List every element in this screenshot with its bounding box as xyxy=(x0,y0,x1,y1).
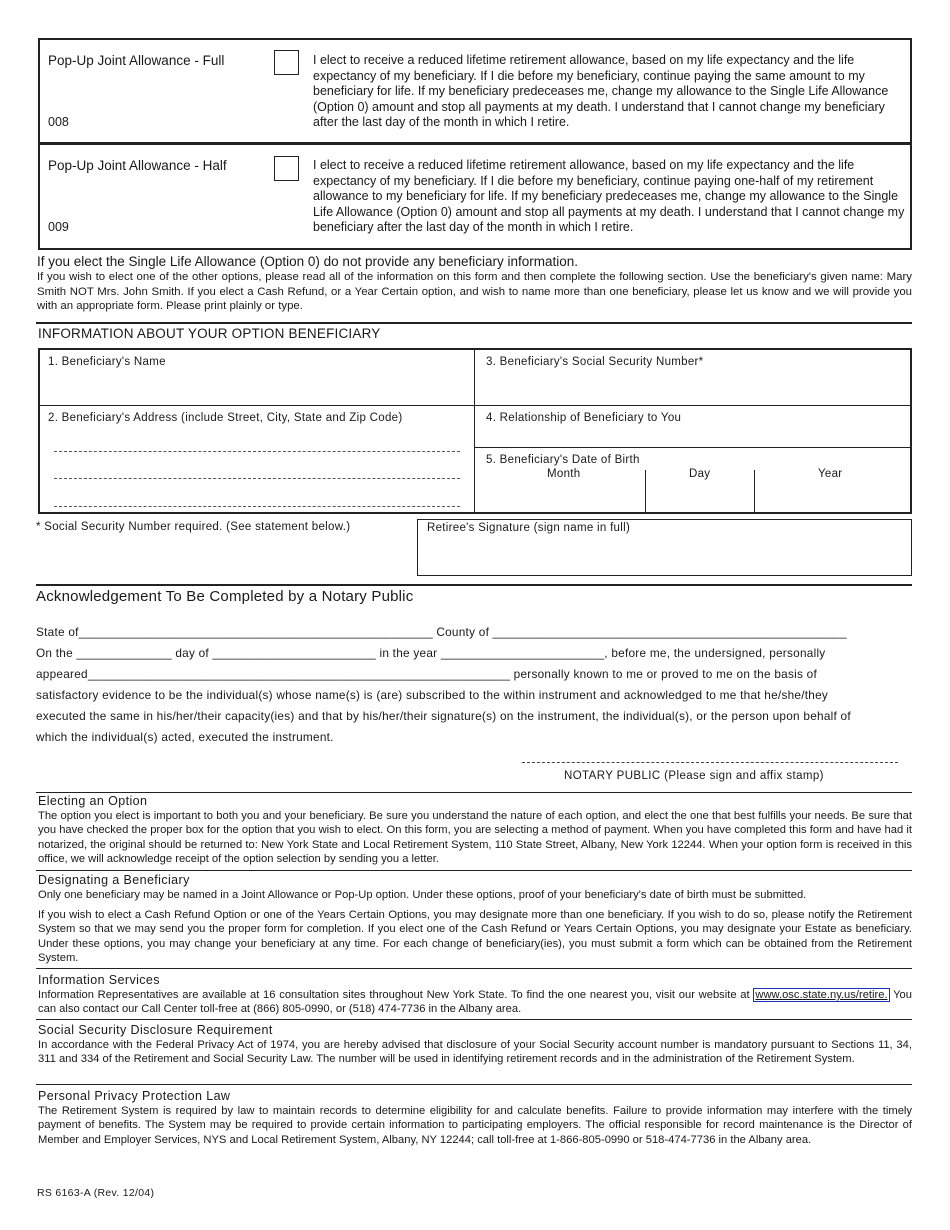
divider xyxy=(36,870,912,871)
beneficiary-section-title: INFORMATION ABOUT YOUR OPTION BENEFICIARY xyxy=(38,326,381,341)
info-services-title: Information Services xyxy=(38,973,160,987)
designating-body-1: Only one beneficiary may be named in a Joint Allowance or Pop-Up option. Under these options, proof of your beneficiary's date of birth must be submitted. xyxy=(38,889,807,901)
option-008-checkbox[interactable] xyxy=(274,50,299,75)
relationship-label: 4. Relationship of Beneficiary to You xyxy=(486,412,682,424)
dob-label: 5. Beneficiary's Date of Birth xyxy=(486,454,640,466)
retiree-signature-box[interactable] xyxy=(417,519,912,576)
notary-signature-line[interactable] xyxy=(522,762,898,763)
dob-year-field[interactable] xyxy=(760,484,906,510)
notary-text-line: executed the same in his/her/their capacity(ies) and that by his/her/their signature(s) on the instrument, the individual(s), or the person upon behalf of xyxy=(36,709,851,723)
website-link[interactable]: www.osc.state.ny.us/retire. xyxy=(755,989,888,1001)
notary-text-line: satisfactory evidence to be the individual(s) whose name(s) is (are) subscribed to the within instrument and acknowledged to me that he/she/they xyxy=(36,688,829,702)
address-line-3[interactable] xyxy=(54,506,460,507)
electing-title: Electing an Option xyxy=(38,794,148,808)
notary-date-line[interactable]: On the ______________ day of ________________________ in the year ________________________, before me, the undersigned, personally xyxy=(36,646,826,660)
notary-appeared-line[interactable]: appeared______________________________________________________________ personally known to me or proved to me on the basis of xyxy=(36,667,817,681)
divider xyxy=(36,1019,912,1020)
address-line-2[interactable] xyxy=(54,478,460,479)
option-code: 008 xyxy=(48,115,69,129)
info-services-body xyxy=(38,988,912,1017)
designating-body-2: If you wish to elect a Cash Refund Option or one of the Years Certain Options, you may designate more than one beneficiary. If you wish to do so, please notify the Retirement System so that we may send you the proper form for completion. If you elect one of the Cash Refund or Years Certain Options, you may designate your Estate as beneficiary. Under these options, you may change your beneficiary at any time. For each change of beneficiary(ies), you must submit a form which can be obtained from the Retirement System. xyxy=(38,909,912,965)
dob-day-label: Day xyxy=(689,468,711,480)
dob-month-field[interactable] xyxy=(480,484,640,510)
beneficiary-name-field[interactable] xyxy=(44,372,470,402)
privacy-body: The Retirement System is required by law to maintain records to determine eligibility for and calculate benefits. Failure to provide information may interfere with the timely payment of benefits. The System may be required to provide certain information to participating employers. The official responsible for record maintenance is the Director of Member and Employer Services, NYS and Local Retirement System, Albany, NY 12244; call toll-free at 1-866-805-0990 or 518-474-7736 in the Albany area. xyxy=(38,1105,912,1146)
notary-sign-label: NOTARY PUBLIC (Please sign and affix stamp) xyxy=(564,770,824,782)
option-name: Pop-Up Joint Allowance - Full xyxy=(48,53,225,68)
info-services-text: Information Representatives are available at 16 consultation sites throughout New York State. To find the one nearest you, visit our website at xyxy=(38,989,754,1001)
divider xyxy=(36,968,912,969)
divider xyxy=(36,322,912,324)
divider xyxy=(36,584,912,586)
option-009-checkbox[interactable] xyxy=(274,156,299,181)
single-life-heading: If you elect the Single Life Allowance (Option 0) do not provide any beneficiary information. xyxy=(37,254,579,269)
beneficiary-name-label: 1. Beneficiary's Name xyxy=(48,356,166,368)
beneficiary-ssn-label: 3. Beneficiary's Social Security Number* xyxy=(486,356,704,368)
electing-body: The option you elect is important to both you and your beneficiary. Be sure you understand the nature of each option, and elect the one that best fulfills your needs. Be sure that you have checked the proper box for the option that you wish to elect. On this form, you are selecting a method of payment. When you have completed this form and have had it notarized, the original should be returned to: New York State and Local Retirement System, 110 State Street, Albany, New York 12244. When your option form is received in this office, we will acknowledge receipt of the option selection by sending you a letter. xyxy=(38,810,912,866)
option-008-box xyxy=(38,38,912,144)
ssn-disclosure-title: Social Security Disclosure Requirement xyxy=(38,1023,273,1037)
option-name: Pop-Up Joint Allowance - Half xyxy=(48,158,227,173)
option-009-box xyxy=(38,143,912,250)
address-line-1[interactable] xyxy=(54,451,460,452)
info-services-text: You can also contact our Call Center toll-free at (866) 805-0990, or (518) 474-7736 in the Albany area. xyxy=(38,989,912,1016)
form-id: RS 6163-A (Rev. 12/04) xyxy=(37,1187,155,1199)
option-code: 009 xyxy=(48,220,69,234)
designating-title: Designating a Beneficiary xyxy=(38,873,190,887)
relationship-field[interactable] xyxy=(480,426,906,444)
dob-day-field[interactable] xyxy=(650,484,750,510)
beneficiary-address-label: 2. Beneficiary's Address (include Street, City, State and Zip Code) xyxy=(48,412,403,424)
notary-text-line: which the individual(s) acted, executed the instrument. xyxy=(36,730,334,744)
divider xyxy=(36,1084,912,1085)
retiree-signature-label: Retiree's Signature (sign name in full) xyxy=(427,522,631,534)
ssn-disclosure-body: In accordance with the Federal Privacy Act of 1974, you are hereby advised that disclosure of your Social Security account number is mandatory pursuant to Sections 11, 34, 311 and 334 of the Retirement and Social Security Law. The number will be used in identifying retirement records and in the administration of the Retirement System. xyxy=(38,1039,912,1066)
notary-state-county-line[interactable]: State of____________________________________________________ County of ____________________________________________________ xyxy=(36,625,847,639)
dob-year-label: Year xyxy=(818,468,843,480)
notary-title: Acknowledgement To Be Completed by a Notary Public xyxy=(36,588,414,605)
single-life-body: If you wish to elect one of the other options, please read all of the information on this form and then complete the following section. Use the beneficiary's given name: Mary Smith NOT Mrs. John Smith. If you elect a Cash Refund, or a Year Certain option, and wish to name more than one beneficiary, please let us know and we will provide you with an appropriate form. Please print plainly or type. xyxy=(37,271,912,313)
option-description: I elect to receive a reduced lifetime retirement allowance, based on my life expectancy and the life expectancy of my beneficiary. If I die before my beneficiary, continue paying the same amount to my beneficiary for life. If my beneficiary predeceases me, change my allowance to the Single Life Allowance (Option 0) amount and stop all payments at my death. I understand that I cannot change my beneficiary after the last day of the month in which I retire. xyxy=(313,53,889,129)
beneficiary-grid xyxy=(38,348,912,514)
ssn-required-note: * Social Security Number required. (See statement below.) xyxy=(36,521,351,533)
option-description: I elect to receive a reduced lifetime retirement allowance, based on my life expectancy and the life expectancy of my beneficiary. If I die before my beneficiary, continue paying one-half of my retirement allowance to my beneficiary for life. If my beneficiary predeceases me, change my allowance to the Single Life Allowance (Option 0) amount and stop all payments at my death. I understand that I cannot change my beneficiary after the last day of the month in which I retire. xyxy=(313,158,905,234)
dob-month-label: Month xyxy=(547,468,581,480)
privacy-title: Personal Privacy Protection Law xyxy=(38,1089,231,1103)
divider xyxy=(36,792,912,793)
beneficiary-ssn-field[interactable] xyxy=(480,372,906,402)
